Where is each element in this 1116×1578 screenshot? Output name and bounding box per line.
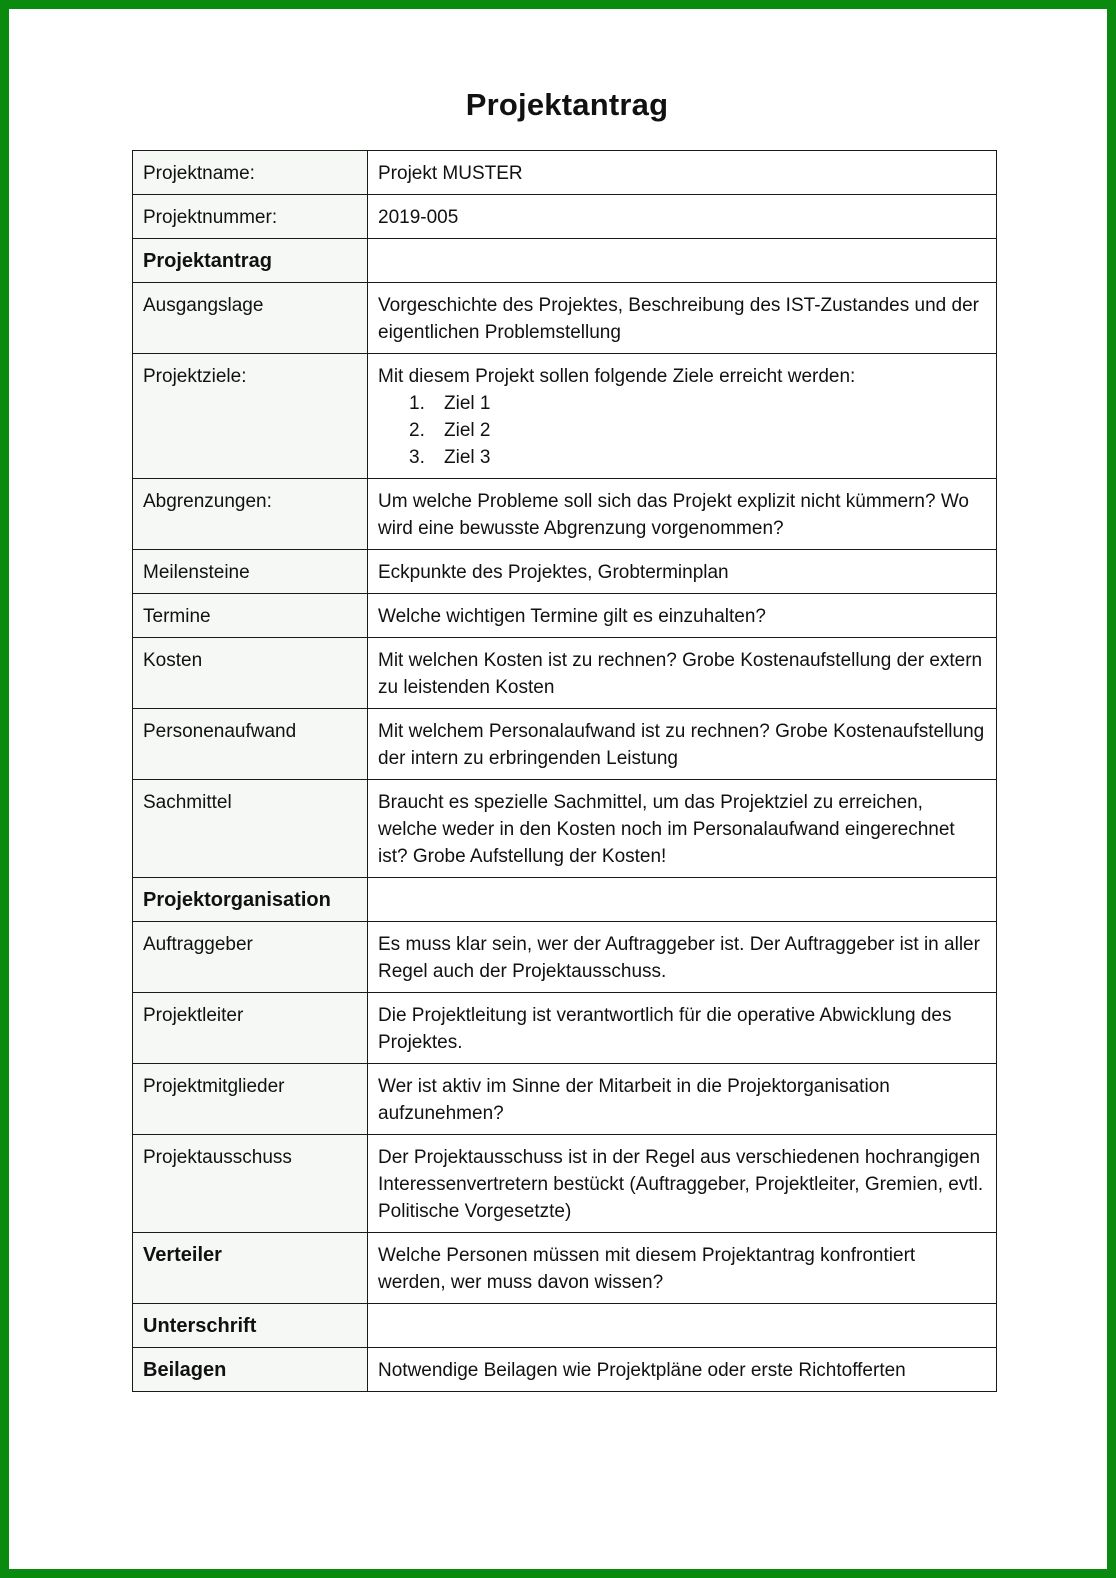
row-value: Es muss klar sein, wer der Auftraggeber ist. Der Auftraggeber ist in aller Regel auch der Projektausschuss. [368, 922, 997, 993]
row-label: Kosten [133, 638, 368, 709]
table-row [133, 780, 997, 878]
row-value: Welche Personen müssen mit diesem Projektantrag konfrontiert werden, wer muss davon wissen? [368, 1233, 997, 1304]
row-label: Abgrenzungen: [133, 479, 368, 550]
row-value: Der Projektausschuss ist in der Regel aus verschiedenen hochrangigen Interessenvertretern bestückt (Auftraggeber, Projektleiter, Gremien, evtl. Politische Vorgesetzte) [368, 1135, 997, 1233]
row-label: Auftraggeber [133, 922, 368, 993]
section-heading: Unterschrift [133, 1304, 368, 1348]
section-heading: Verteiler [133, 1233, 368, 1304]
list-number: 3. [409, 447, 425, 468]
list-text: Ziel 2 [444, 420, 491, 441]
row-label: Projektmitglieder [133, 1064, 368, 1135]
signature-field [368, 1304, 997, 1348]
row-label: Projektnummer: [133, 195, 368, 239]
row-value: 2019-005 [368, 195, 997, 239]
table-row [133, 922, 997, 993]
row-value: Eckpunkte des Projektes, Grobterminplan [368, 550, 997, 594]
table-row [133, 550, 997, 594]
section-row [133, 1348, 997, 1392]
row-label: Projektziele: [133, 354, 368, 479]
table-row [133, 1064, 997, 1135]
list-text: Ziel 3 [444, 447, 491, 468]
row-value: Mit welchem Personalaufwand ist zu rechnen? Grobe Kostenaufstellung der intern zu erbringenden Leistung [368, 709, 997, 780]
row-label: Personenaufwand [133, 709, 368, 780]
row-label: Termine [133, 594, 368, 638]
row-label: Meilensteine [133, 550, 368, 594]
section-row [133, 878, 997, 922]
list-number: 1. [409, 393, 425, 414]
row-label: Sachmittel [133, 780, 368, 878]
row-value: Wer ist aktiv im Sinne der Mitarbeit in die Projektorganisation aufzunehmen? [368, 1064, 997, 1135]
section-heading: Beilagen [133, 1348, 368, 1392]
section-heading: Projektorganisation [133, 878, 368, 922]
row-value: Projekt MUSTER [368, 151, 997, 195]
row-label: Projektausschuss [133, 1135, 368, 1233]
row-value: Die Projektleitung ist verantwortlich für die operative Abwicklung des Projektes. [368, 993, 997, 1064]
page-title: Projektantrag [465, 87, 669, 122]
row-label: Projektname: [133, 151, 368, 195]
row-value [368, 878, 997, 922]
section-heading: Projektantrag [133, 239, 368, 283]
table-row [133, 594, 997, 638]
row-value: Braucht es spezielle Sachmittel, um das Projektziel zu erreichen, welche weder in den Kosten noch im Personalaufwand eingerechnet ist? Grobe Aufstellung der Kosten! [368, 780, 997, 878]
table-row [133, 283, 997, 354]
table-row [133, 638, 997, 709]
row-value: Vorgeschichte des Projektes, Beschreibung des IST-Zustandes und der eigentlichen Problemstellung [368, 283, 997, 354]
section-row [133, 239, 997, 283]
section-row [133, 1233, 997, 1304]
table-row [133, 709, 997, 780]
table-row [133, 479, 997, 550]
goals-intro: Mit diesem Projekt sollen folgende Ziele erreicht werden: [378, 366, 856, 387]
table-row [133, 1135, 997, 1233]
table-row [133, 195, 997, 239]
row-value: Notwendige Beilagen wie Projektpläne oder erste Richtofferten [368, 1348, 997, 1392]
row-value: Welche wichtigen Termine gilt es einzuhalten? [368, 594, 997, 638]
row-label: Ausgangslage [133, 283, 368, 354]
list-text: Ziel 1 [444, 393, 491, 414]
row-value [368, 239, 997, 283]
list-item [409, 390, 986, 417]
list-number: 2. [409, 420, 425, 441]
row-value: Um welche Probleme soll sich das Projekt explizit nicht kümmern? Wo wird eine bewusste Abgrenzung vorgenommen? [368, 479, 997, 550]
table-row [133, 993, 997, 1064]
row-value: Mit welchen Kosten ist zu rechnen? Grobe Kostenaufstellung der extern zu leistenden Kosten [368, 638, 997, 709]
table-row [133, 151, 997, 195]
list-item [409, 417, 986, 444]
list-item [409, 444, 986, 471]
project-form-table [132, 150, 997, 1392]
row-value-goals [368, 354, 997, 479]
table-row [133, 354, 997, 479]
section-row [133, 1304, 997, 1348]
goals-list [378, 390, 986, 471]
row-label: Projektleiter [133, 993, 368, 1064]
